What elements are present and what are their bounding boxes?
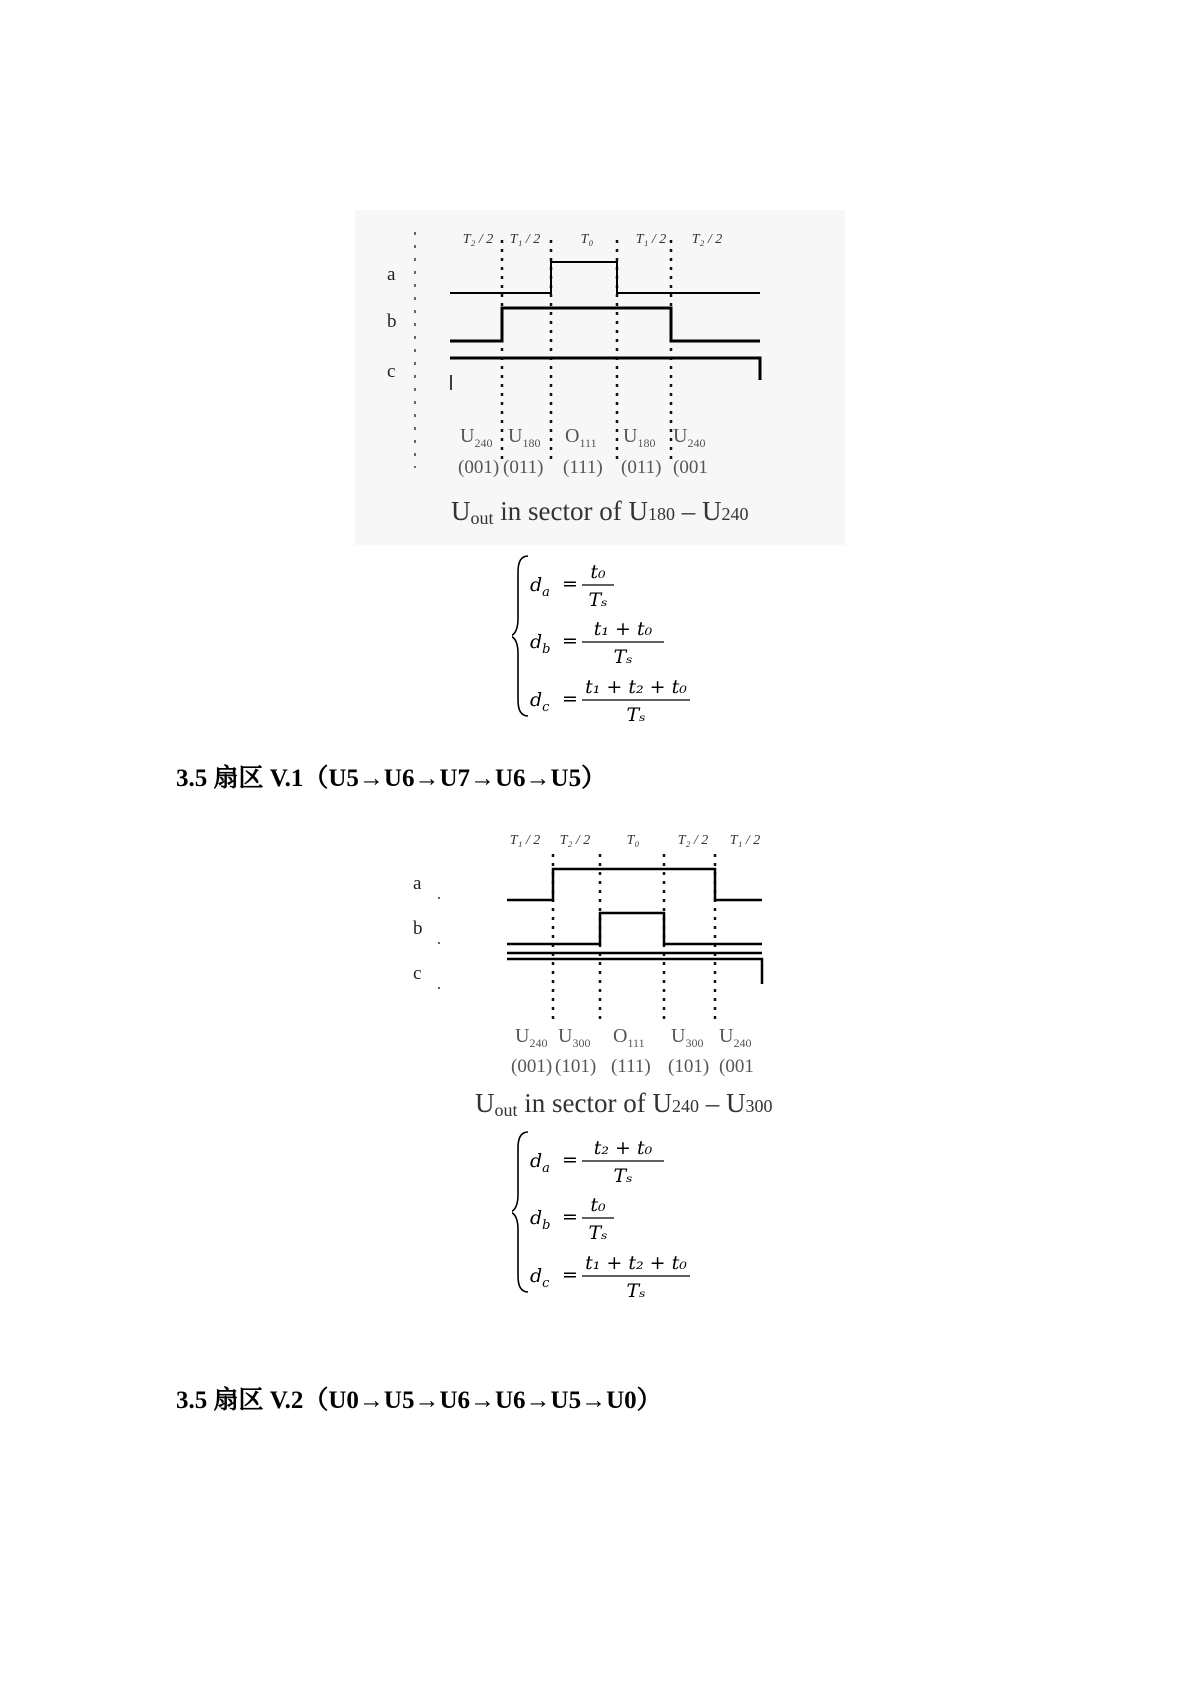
formula-1-num-c: t₁ + t₂ + t₀: [585, 676, 687, 698]
formula-1-var-b: $d_b$: [530, 631, 551, 657]
code-label-5: (001: [719, 1056, 754, 1077]
section-heading-v1: 3.5 扇区 V.1（U5→U6→U7→U6→U5）: [176, 765, 607, 792]
signal-label-b: b: [387, 311, 397, 332]
dot-marker: [438, 987, 440, 989]
formula-1-num-b: t₁ + t₀: [593, 618, 653, 640]
vector-label-1: $U_{240}$: [460, 425, 493, 450]
signal-label-a: a: [387, 264, 396, 285]
vector-label-1: $U_{240}$: [515, 1025, 548, 1050]
vector-label-2: $U_{180}$: [508, 425, 541, 450]
interval-label-2: T₁ / 2: [509, 232, 541, 247]
interval-label-5: T₂ / 2: [691, 232, 723, 247]
formula-1-var-a: $d_a$: [530, 574, 550, 600]
duty-cycle-formula-2-svg: [512, 1124, 712, 1304]
formula-2-var-a: $d_a$: [530, 1150, 550, 1176]
code-label-3: (111): [563, 457, 603, 478]
pwm-timing-figure-2: [375, 822, 815, 1122]
figure-2-caption: Uout in sector of U240 – U300: [475, 1088, 773, 1120]
pwm-timing-diagram-2: [375, 822, 815, 1122]
interval-label-5: T₁ / 2: [729, 833, 761, 848]
code-label-2: (101): [555, 1056, 597, 1077]
code-label-3: (111): [611, 1056, 651, 1077]
vector-label-4: $U_{300}$: [671, 1025, 704, 1050]
signal-label-c: c: [387, 361, 396, 382]
interval-label-3: T₀: [626, 833, 640, 848]
waveform-c: [507, 959, 762, 984]
pwm-timing-diagram-1: [355, 210, 845, 545]
dot-marker: [438, 942, 440, 944]
code-label-4: (101): [668, 1056, 710, 1077]
duty-cycle-formula-1-svg: [512, 548, 712, 728]
formula-2-var-c: $d_c$: [530, 1265, 550, 1291]
code-label-2: (011): [503, 457, 544, 478]
vector-label-5: $U_{240}$: [673, 425, 706, 450]
formula-1-den-b: Tₛ: [613, 646, 633, 668]
duty-cycle-formula-2: [512, 1124, 712, 1309]
formula-2-eq-b: =: [562, 1206, 578, 1228]
code-label-1: (001): [511, 1056, 553, 1077]
left-brace: [512, 1132, 528, 1292]
formula-2-den-b: Tₛ: [588, 1222, 608, 1244]
section-heading-v2: 3.5 扇区 V.2（U0→U5→U6→U6→U5→U0）: [176, 1387, 662, 1414]
vector-label-5: $U_{240}$: [719, 1025, 752, 1050]
signal-label-c: c: [413, 963, 422, 984]
code-label-4: (011): [621, 457, 662, 478]
formula-1-eq-a: =: [562, 573, 578, 595]
dot-marker: [438, 897, 440, 899]
left-brace: [512, 556, 528, 716]
waveform-b: [507, 913, 762, 944]
waveform-a: [507, 869, 762, 900]
figure-1-caption: Uout in sector of U180 – U240: [451, 496, 749, 528]
interval-label-3: T₀: [580, 232, 594, 247]
vector-label-3: $O_{111}$: [565, 425, 597, 450]
code-label-5: (001: [673, 457, 708, 478]
formula-2-eq-a: =: [562, 1149, 578, 1171]
interval-label-1: T₂ / 2: [462, 232, 494, 247]
formula-1-num-a: t₀: [590, 561, 606, 583]
formula-2-den-a: Tₛ: [613, 1165, 633, 1187]
formula-2-num-a: t₂ + t₀: [593, 1137, 653, 1159]
vector-label-3: $O_{111}$: [613, 1025, 645, 1050]
formula-2-den-c: Tₛ: [626, 1280, 646, 1302]
pwm-timing-figure-1: [355, 210, 845, 545]
formula-2-eq-c: =: [562, 1264, 578, 1286]
signal-label-a: a: [413, 873, 422, 894]
interval-label-2: T₂ / 2: [559, 833, 591, 848]
formula-2-var-b: $d_b$: [530, 1207, 551, 1233]
formula-2-num-b: t₀: [590, 1194, 606, 1216]
interval-label-4: T₁ / 2: [635, 232, 667, 247]
signal-label-b: b: [413, 918, 423, 939]
interval-label-4: T₂ / 2: [677, 833, 709, 848]
formula-1-eq-b: =: [562, 630, 578, 652]
vector-label-4: $U_{180}$: [623, 425, 656, 450]
code-label-1: (001): [458, 457, 500, 478]
formula-1-den-c: Tₛ: [626, 704, 646, 726]
duty-cycle-formula-1: [512, 548, 712, 733]
formula-1-eq-c: =: [562, 688, 578, 710]
vector-label-2: $U_{300}$: [558, 1025, 591, 1050]
formula-1-den-a: Tₛ: [588, 589, 608, 611]
formula-2-num-c: t₁ + t₂ + t₀: [585, 1252, 687, 1274]
interval-label-1: T₁ / 2: [509, 833, 541, 848]
formula-1-var-c: $d_c$: [530, 689, 550, 715]
